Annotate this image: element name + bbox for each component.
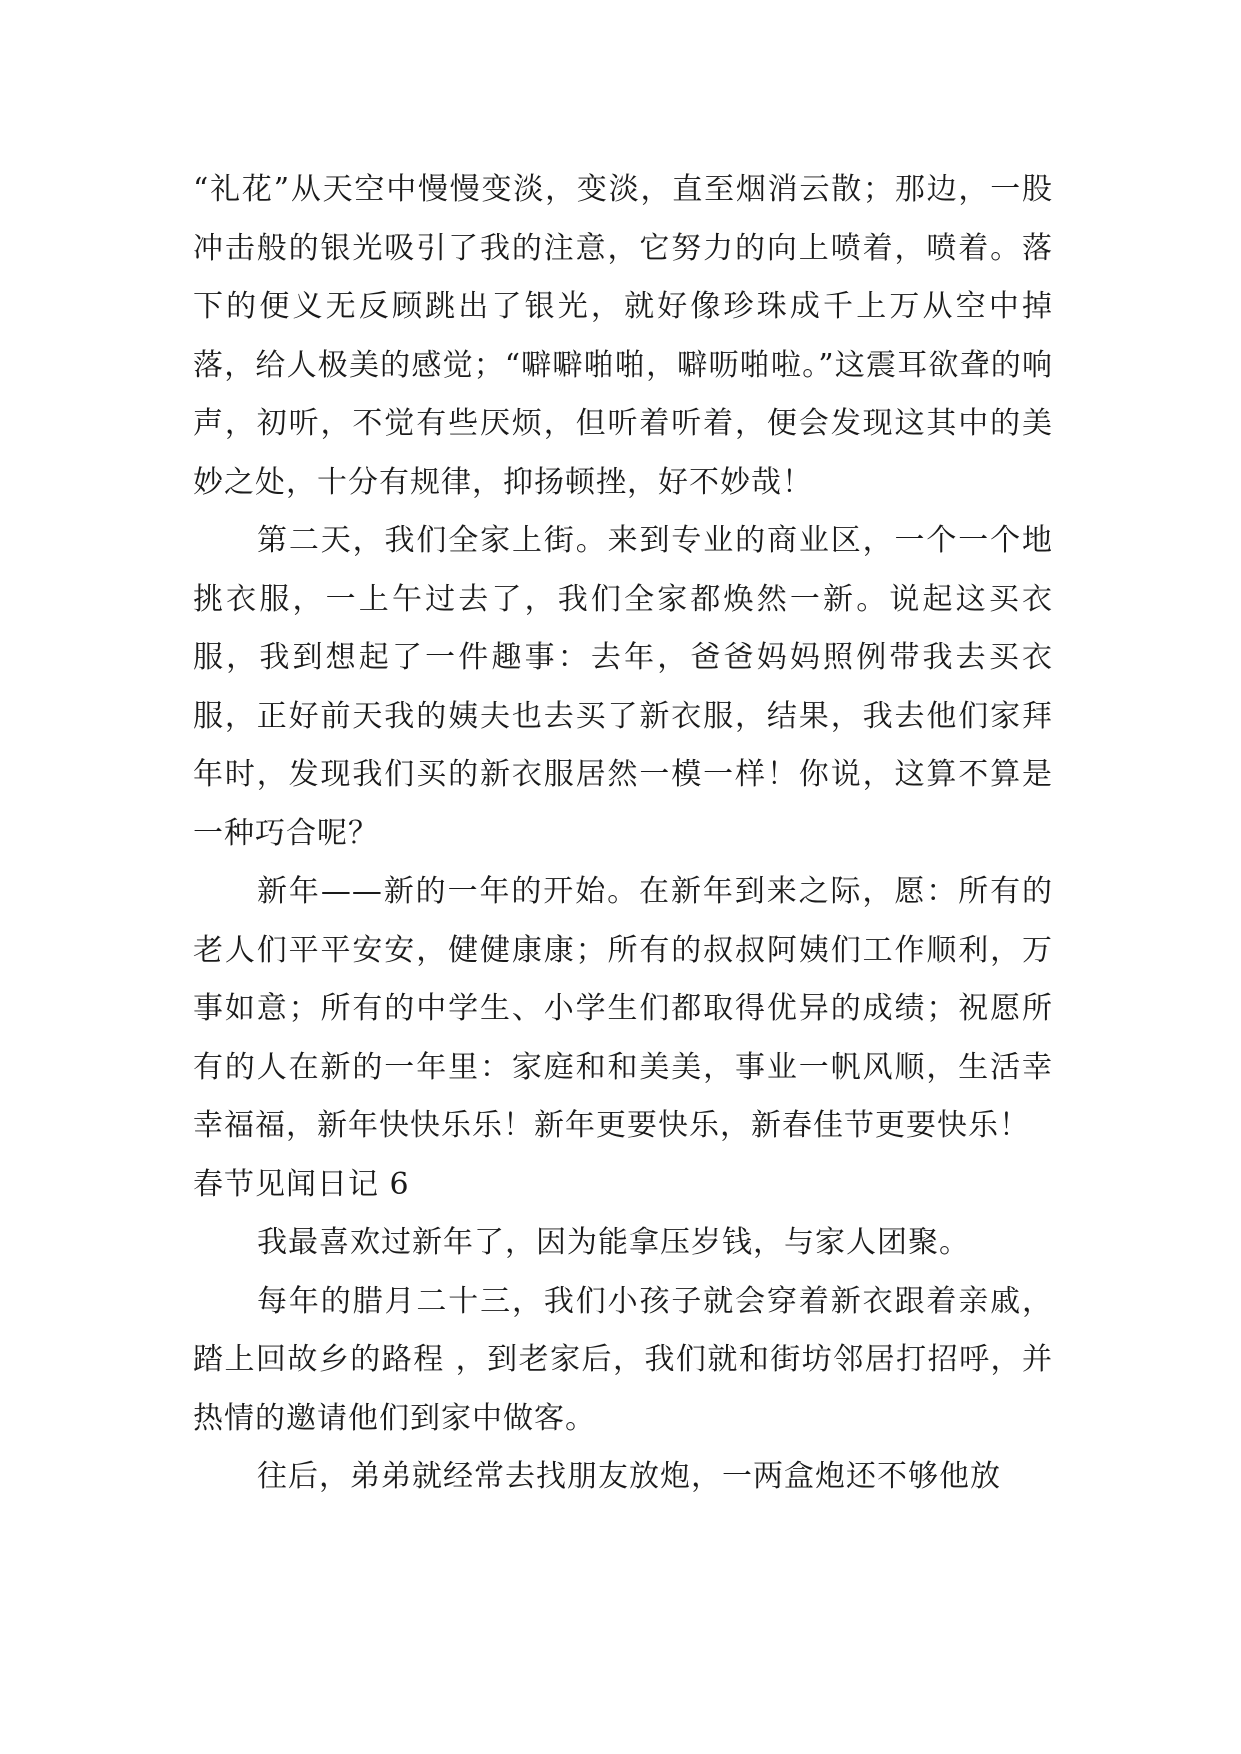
section-heading: 春节见闻日记 6 [193,1166,410,1202]
paragraph-firecrackers: 往后，弟弟就经常去找朋友放炮，一两盒炮还不够他放 [257,1459,1001,1494]
paragraph-fireworks: “礼花”从天空中慢慢变淡，变淡，直至烟消云散；那边，一股冲击般的银光吸引了我的注意，它努力的向上喷着，喷着。落下的便义无反顾跳出了银光，就好像珍珠成千上万从空中掉落，给人极美的感觉；“噼噼啪啪，噼呖啪啦。”这震耳欲聋的响声，初听，不觉有些厌烦，但听着听着，便会发现这其中的美妙之处，十分有规律，抑扬顿挫，好不妙哉！ [193,172,1053,500]
document-body [193,161,1053,1507]
paragraph-new-year-wishes: 新年——新的一年的开始。在新年到来之际，愿：所有的老人们平平安安，健健康康；所有的叔叔阿姨们工作顺利，万事如意；所有的中学生、小学生们都取得优异的成绩；祝愿所有的人在新的一年里：家庭和和美美，事业一帆风顺，生活幸幸福福，新年快快乐乐！新年更要快乐，新春佳节更要快乐！ [193,874,1053,1143]
paragraph-shopping: 第二天，我们全家上街。来到专业的商业区，一个一个地挑衣服，一上午过去了，我们全家都焕然一新。说起这买衣服，我到想起了一件趣事：去年，爸爸妈妈照例带我去买衣服，正好前天我的姨夫也去买了新衣服，结果，我去他们家拜年时，发现我们买的新衣服居然一模一样！你说，这算不算是一种巧合呢？ [193,523,1053,851]
paragraph-favorite-holiday: 我最喜欢过新年了，因为能拿压岁钱，与家人团聚。 [257,1225,970,1260]
paragraph-hometown-visit: 每年的腊月二十三，我们小孩子就会穿着新衣跟着亲戚，踏上回故乡的路程 ，到老家后，我们就和街坊邻居打招呼，并热情的邀请他们到家中做客。 [193,1283,1053,1436]
